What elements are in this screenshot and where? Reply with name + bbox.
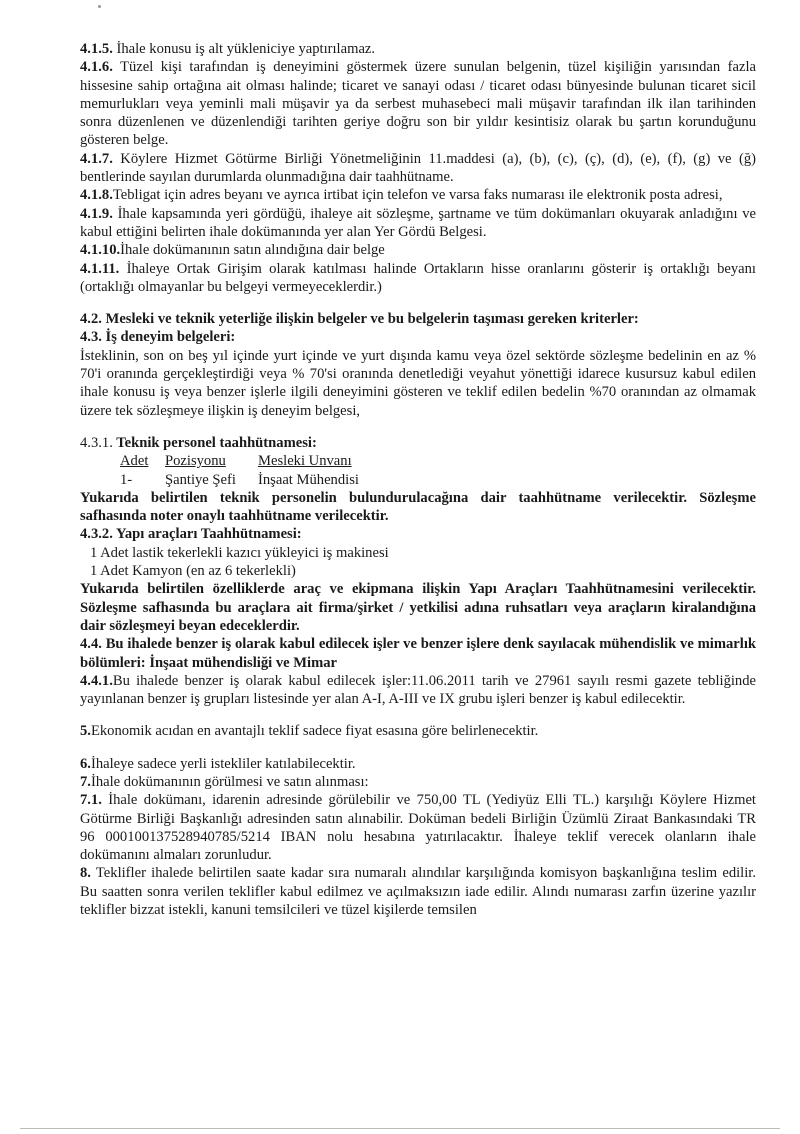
clause-4-4-1: 4.4.1.Bu ihalede benzer iş olarak kabul edilecek işler:11.06.2011 tarih ve 27961 sayılı resmi gazete tebliğinde yayınlanan benzer iş grupları listesinde yer alan A-I, A-III ve IX grubu işleri benzer iş kabul edilecektir. [80, 672, 756, 708]
section-4-3-1-heading: 4.3.1. Teknik personel taahhütnamesi: [80, 434, 317, 451]
section-4-3-2-heading: 4.3.2. Yapı araçları Taahhütnamesi: [80, 526, 302, 543]
document-page [80, 40, 756, 919]
clause-7-1: 7.1. İhale dokümanı, idarenin adresinde görülebilir ve 750,00 TL (Yediyüz Elli TL.) karşılığı Köylere Hizmet Götürme Birliği Başkanlığı adresinden satın alınabilir. Doküman bedeli Birliğin Üzümlü Ziraat Bankasındaki TR 96 000100137528940785/5214 IBAN nolu hesabına yatırılacaktır. İhaleye teklif verecek olanların ihale dokümanını almaları zorunludur. [80, 792, 756, 864]
section-4-2-heading: 4.2. Mesleki ve teknik yeterliğe ilişkin belgeler ve bu belgelerin taşıması gereken kriterler: [80, 311, 639, 328]
equipment-commitment-text: Yukarıda belirtilen özelliklerde araç ve ekipmana ilişkin Yapı Araçları Taahhütnamesini verilecektir. Sözleşme safhasında bu araçlara ait firma/şirket / yetkilisi adına ruhsatları veya araçların kiralandığına dair sözleşmeyi beyan edeceklerdir. [80, 581, 756, 634]
clause-4-1-11: 4.1.11. İhaleye Ortak Girişim olarak katılması halinde Ortakların hisse oranlarını gösterir iş ortaklığı beyanı (ortaklığı olmayanlar bu belgeyi vermeyeceklerdir.) [80, 260, 756, 295]
table-cell-position: Şantiye Şefi [165, 471, 236, 488]
section-7: 7.İhale dokümanının görülmesi ve satın alınması: [80, 773, 369, 790]
section-8: 8. Teklifler ihalede belirtilen saate kadar sıra numaralı alındılar karşılığında komisyon başkanlığına teslim edilir. Bu saatten sonra verilen teklifler kabul edilmez ve açılmaksızın iade edilir. Alındı numarası zarfın üzerine yazılır teklifler bizzat istekli, kanuni temsilcileri ve tüzel kişilerde temsilen [80, 865, 756, 919]
table-cell-count: 1- [120, 471, 133, 488]
clause-4-1-7: 4.1.7. Köylere Hizmet Götürme Birliği Yönetmeliğinin 11.maddesi (a), (b), (c), (ç), (d), (e), (f), (g) ve (ğ) bentlerinde sayılan durumlarda olunmadığına dair taahhütname. [80, 150, 756, 186]
section-4-3-heading: 4.3. İş deneyim belgeleri: [80, 329, 236, 346]
section-5: 5.Ekonomik acıdan en avantajlı teklif sadece fiyat esasına göre belirlenecektir. [80, 723, 539, 740]
clause-4-1-6: 4.1.6. Tüzel kişi tarafından iş deneyimini göstermek üzere sunulan belgenin, tüzel kişiliğin yarısından fazla hissesine sahip ortağına ait olması halinde; ticaret ve sanayi odası / ticaret odası bünyesinde bulunan ticaret sicil memurlukları veya yeminli mali müşavir ya da serbest muhasebeci mali müşavir tarafından ilk ilan tarihinden sonra düzenlenen ve düzenlendiği tarihten geriye doğru son bir yıldır kesintisiz olarak bu şartın korunduğunu gösteren belge. [80, 59, 756, 149]
equipment-item: 1 Adet lastik tekerlekli kazıcı yükleyici iş makinesi [90, 544, 389, 561]
table-cell-title: İnşaat Mühendisi [258, 471, 359, 488]
section-6: 6.İhaleye sadece yerli istekliler katılabilecektir. [80, 755, 356, 772]
equipment-item: 1 Adet Kamyon (en az 6 tekerlekli) [90, 563, 296, 580]
table-header-title: Mesleki Unvanı [258, 453, 352, 470]
page-bottom-rule [20, 1128, 780, 1129]
scan-dot [98, 5, 101, 8]
clause-4-1-5: 4.1.5. İhale konusu iş alt yükleniciye yaptırılamaz. [80, 41, 376, 57]
personnel-table [120, 452, 756, 489]
work-experience-paragraph: İsteklinin, son on beş yıl içinde yurt içinde ve yurt dışında kamu veya özel sektörde sözleşme bedelinin en az % 70'i oranında gerçekleştirdiği veya % 70'si oranında denetlediği veyahut yönettiği idarece kusursuz kabul edilen ihale konusu iş veya benzer işlerle ilgili deneyimini gösteren ve teklif edilen bedelin %70 oranından az olmamak üzere tek sözleşmeye ilişkin iş deneyim belgesi, [80, 347, 756, 419]
clause-4-1-10: 4.1.10.İhale dokümanının satın alındığına dair belge [80, 242, 385, 259]
section-4-4-heading: 4.4. Bu ihalede benzer iş olarak kabul edilecek işler ve benzer işlere denk sayılacak mühendislik ve mimarlık bölümleri: İnşaat mühendisliği ve Mimar [80, 636, 756, 671]
table-header-count: Adet [120, 453, 149, 470]
clause-4-1-8: 4.1.8.Tebligat için adres beyanı ve ayrıca irtibat için telefon ve varsa faks numarası ile elektronik posta adresi, [80, 187, 723, 204]
clause-4-1-9: 4.1.9. İhale kapsamında yeri gördüğü, ihaleye ait sözleşme, şartname ve tüm dokümanları okuyarak anladığını ve kabul ettiğini belirten ihale dokümanında yer alan Yer Gördü Belgesi. [80, 205, 756, 240]
personnel-commitment-text: Yukarıda belirtilen teknik personelin bulundurulacağına dair taahhütname verilecektir. Sözleşme safhasında noter onaylı taahhütname verilecektir. [80, 489, 756, 525]
table-header-position: Pozisyonu [165, 453, 226, 470]
